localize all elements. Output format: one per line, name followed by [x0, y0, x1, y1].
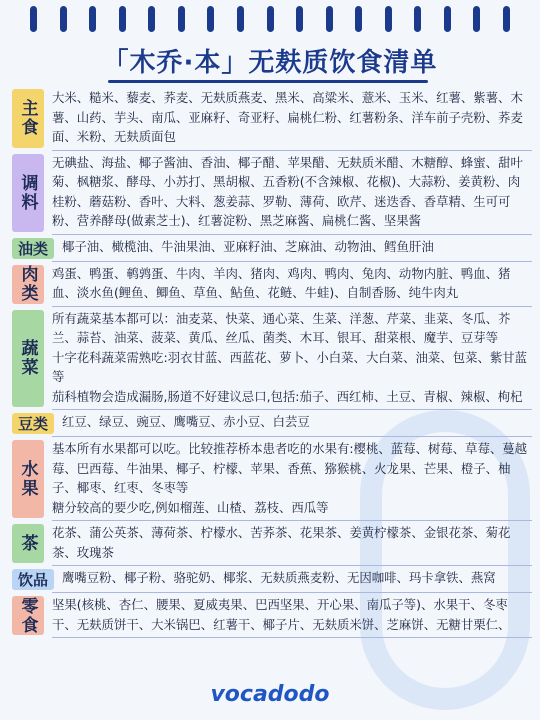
section-fruits [12, 437, 532, 521]
spiral-ring-icon [178, 6, 185, 32]
spiral-ring-icon [30, 6, 37, 32]
section-content: 所有蔬菜基本都可以：油麦菜、快菜、通心菜、生菜、洋葱、芹菜、韭菜、冬瓜、芥兰、蒜苔、油菜、菠菜、黄瓜、丝瓜、菌类、木耳、银耳、甜菜根、魔芋、豆芽等 十字花科蔬菜需熟吃:羽衣甘蓝、西蓝花、萝卜、小白菜、大白菜、油菜、包菜、紫甘蓝等 茄科植物会造成漏肠,肠道不好建议忌口,包括:茄子、西红柿、土豆、青椒、辣椒、枸杞 [52, 310, 528, 404]
section-label: 豆类 [12, 413, 54, 434]
section-label: 肉类 [12, 265, 44, 304]
section-content: 鹰嘴豆粉、椰子粉、骆驼奶、椰浆、无麸质燕麦粉、无因咖啡、玛卡拿铁、燕窝 [62, 570, 496, 585]
section-oils [12, 235, 532, 262]
section-content: 无碘盐、海盐、椰子酱油、香油、椰子醋、苹果醋、无麸质米醋、木糖醇、蜂蜜、甜叶菊、枫糖浆、酵母、小苏打、黑胡椒、五香粉(不含辣椒、花椒)、大蒜粉、姜黄粉、肉桂粉、蘑菇粉、香叶、大料、葱姜蒜、罗勒、薄荷、欧芹、迷迭香、香草精、生可可粉、营养酵母(做素芝士)、红薯淀粉、黑芝麻酱、扁桃仁酱、坚果酱 [52, 154, 523, 228]
brand-logo: vocadodo [210, 682, 330, 707]
section-label: 茶 [12, 524, 44, 563]
spiral-ring-icon [385, 6, 392, 32]
section-content: 红豆、绿豆、豌豆、鹰嘴豆、赤小豆、白芸豆 [62, 414, 310, 429]
spiral-ring-icon [355, 6, 362, 32]
title-wrap [0, 42, 540, 79]
spiral-ring-icon [267, 6, 274, 32]
spiral-ring-icon [473, 6, 480, 32]
section-content: 椰子油、橄榄油、牛油果油、亚麻籽油、芝麻油、动物油、鳕鱼肝油 [62, 238, 434, 254]
section-snacks [12, 593, 532, 638]
spiral-ring-icon [119, 6, 126, 32]
section-content: 花茶、蒲公英茶、薄荷茶、柠檬水、苦荞茶、花果茶、姜黄柠檬茶、金银花茶、菊花茶、玫瑰茶 [52, 525, 511, 560]
section-label: 油类 [12, 238, 54, 259]
section-label: 零食 [12, 596, 44, 635]
section-content: 坚果(核桃、杏仁、腰果、夏威夷果、巴西坚果、开心果、南瓜子等)、水果干、冬枣干、无麸质饼干、大米锅巴、红薯干、椰子片、无麸质米饼、芝麻饼、无糖甘栗仁、 [52, 597, 511, 632]
section-content: 基本所有水果都可以吃。比较推荐桥本患者吃的水果有:樱桃、蓝莓、树莓、草莓、蔓越莓、巴西莓、牛油果、椰子、柠檬、苹果、香蕉、猕猴桃、火龙果、芒果、橙子、柚子、椰枣、红枣、冬枣等 糖分较高的要少吃,例如榴莲、山楂、荔枝、西瓜等 [52, 441, 528, 515]
section-content: 大米、糙米、藜麦、荞麦、无麸质燕麦、黑米、高粱米、薏米、玉米、红薯、紫薯、木薯、山药、芋头、南瓜、亚麻籽、奇亚籽、扁桃仁粉、红薯粉条、洋车前子壳粉、荞麦面、米粉、无麸质面包 [52, 90, 523, 144]
spiral-ring-icon [60, 6, 67, 32]
spiral-ring-icon [207, 6, 214, 32]
section-meat [12, 262, 532, 307]
title-underline [108, 80, 428, 83]
section-staple [12, 86, 532, 151]
section-label: 主食 [12, 89, 44, 148]
spiral-ring-icon [148, 6, 155, 32]
spiral-ring-icon [296, 6, 303, 32]
spiral-ring-icon [414, 6, 421, 32]
section-label: 饮品 [12, 569, 54, 590]
food-list [12, 86, 532, 638]
section-vegetables [12, 307, 532, 411]
section-label: 水果 [12, 440, 44, 518]
section-drinks [12, 566, 532, 593]
section-content: 鸡蛋、鸭蛋、鹌鹑蛋、牛肉、羊肉、猪肉、鸡肉、鸭肉、兔肉、动物内脏、鸭血、猪血、淡水鱼(鲤鱼、鲫鱼、草鱼、鲇鱼、花鲢、牛蛙)、自制香肠、纯牛肉丸 [52, 265, 511, 300]
spiral-ring-icon [237, 6, 244, 32]
section-label: 调料 [12, 154, 44, 232]
section-tea [12, 521, 532, 566]
section-label: 蔬菜 [12, 310, 44, 408]
notebook-spiral [0, 0, 540, 40]
spiral-ring-icon [326, 6, 333, 32]
spiral-ring-icon [89, 6, 96, 32]
spiral-ring-icon [444, 6, 451, 32]
section-condiments [12, 151, 532, 235]
page-title: 「木乔·本」无麸质饮食清单 [102, 48, 438, 78]
section-beans [12, 410, 532, 437]
spiral-ring-icon [503, 6, 510, 32]
